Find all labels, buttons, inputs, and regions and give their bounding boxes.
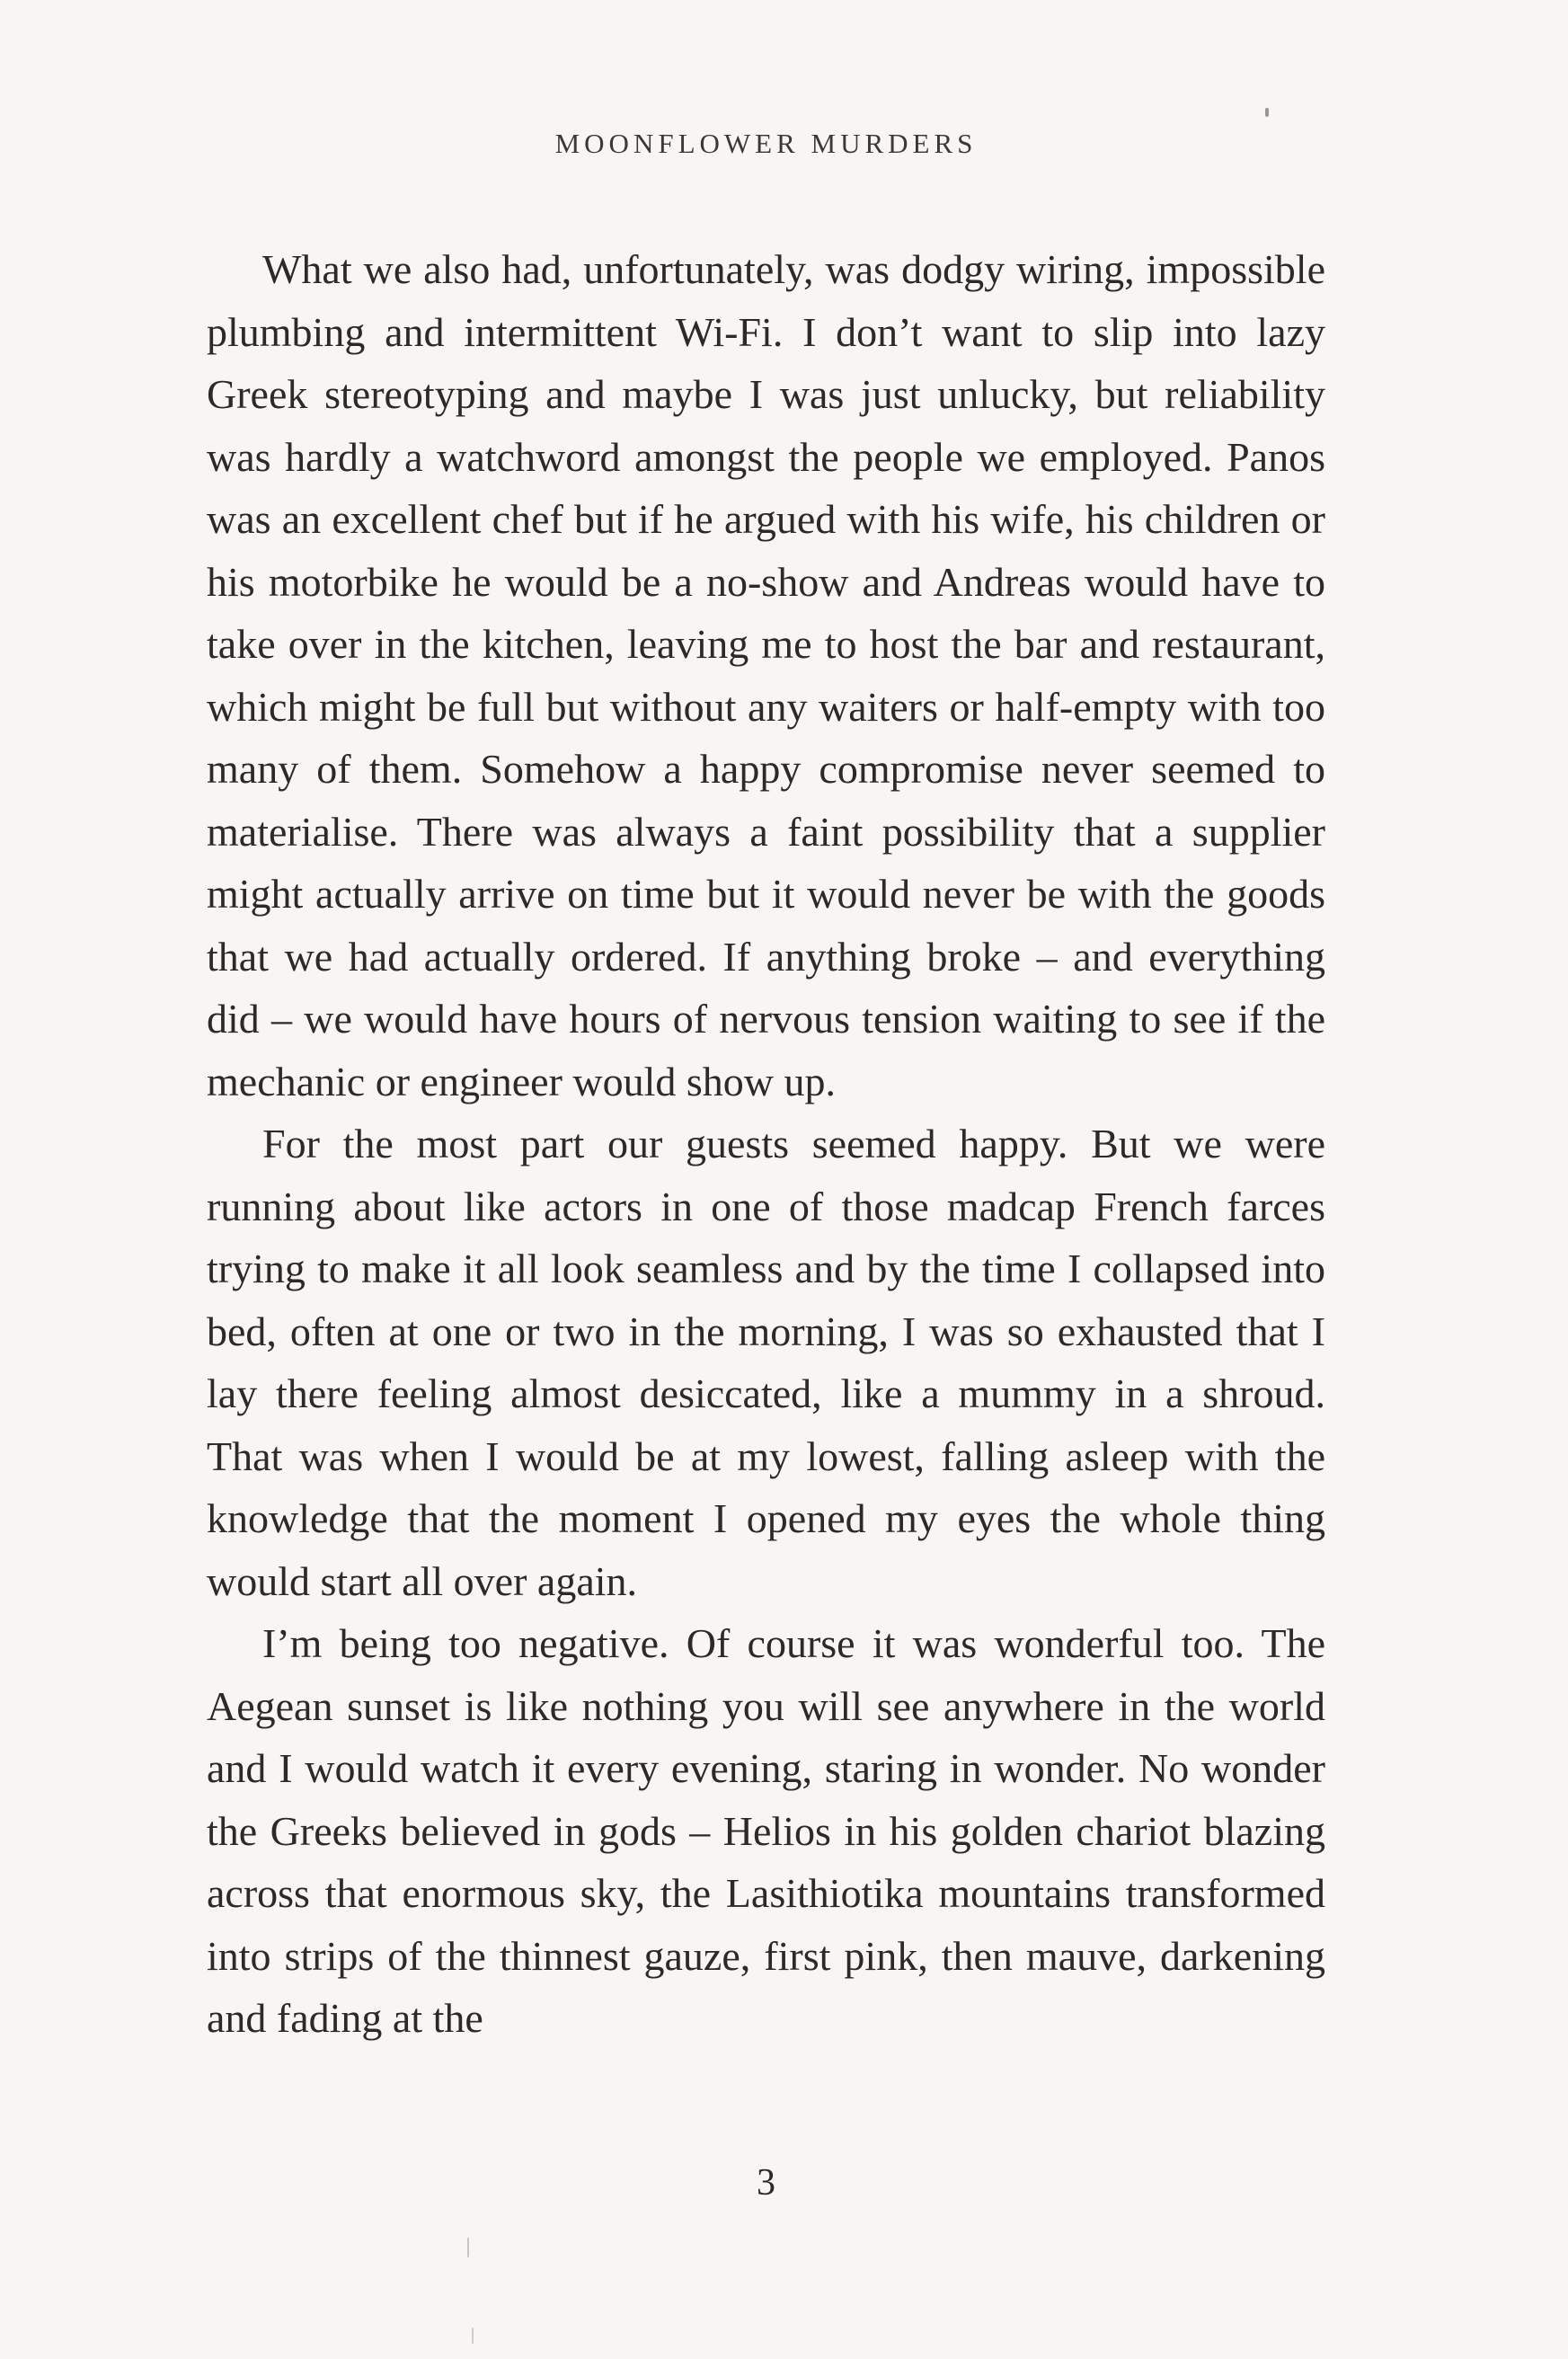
page-number: 3 xyxy=(757,2162,775,2204)
paragraph-1: What we also had, unfortunately, was dodgy wiring, impossible plumbing and intermittent Wi-Fi. I don’t want to slip into lazy Greek stereotyping and maybe I was just unlucky, but reliability was hardly a watchword amongst the people we employed. Panos was an excellent chef but if he argued with his wife, his children or his motorbike he would be a no-show and Andreas would have to take over in the kitchen, leaving me to host the bar and restaurant, which might be full but without any waiters or half-empty with too many of them. Somehow a happy compromise never seemed to materialise. There was always a faint possibility that a supplier might actually arrive on time but it would never be with the goods that we had actually ordered. If anything broke – and everything did – we would have hours of nervous tension waiting to see if the mechanic or engineer would show up. xyxy=(207,246,1325,1104)
body-text xyxy=(207,238,1325,2050)
running-head-title: MOONFLOWER MURDERS xyxy=(554,128,978,159)
scan-speck xyxy=(472,2328,474,2344)
scan-speck xyxy=(1265,108,1269,117)
scan-speck xyxy=(467,2238,469,2257)
paragraph-3: I’m being too negative. Of course it was wonderful too. The Aegean sunset is like nothing you will see anywhere in the world and I would watch it every evening, staring in wonder. No wonder the Greeks believed in gods – Helios in his golden chariot blazing across that enormous sky, the Lasithiotika mountains transformed into strips of the thinnest gauze, first pink, then mauve, darkening and fading at the xyxy=(207,1620,1325,2041)
paragraph-2: For the most part our guests seemed happy. But we were running about like actors in one of those madcap French farces trying to make it all look seamless and by the time I collapsed into bed, often at one or two in the morning, I was so exhausted that I lay there feeling almost desiccated, like a mummy in a shroud. That was when I would be at my lowest, falling asleep with the knowledge that the moment I opened my eyes the whole thing would start all over again. xyxy=(207,1121,1325,1604)
